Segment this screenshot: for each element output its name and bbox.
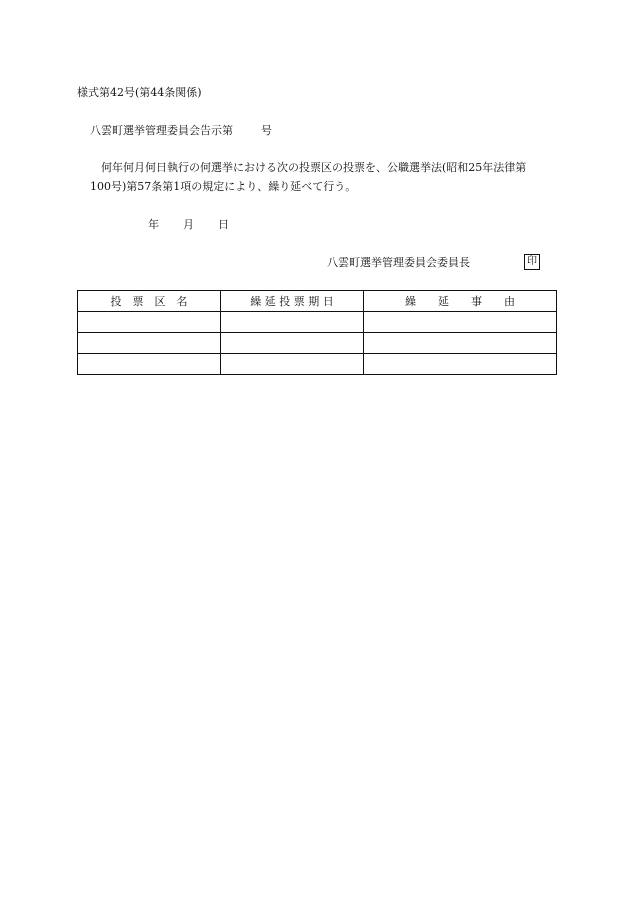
notice-title-suffix: 号 — [261, 124, 272, 137]
notice-title — [90, 124, 272, 138]
table-row — [78, 312, 557, 333]
date-line — [148, 218, 229, 232]
table-cell — [221, 333, 364, 354]
date-year: 年 — [148, 218, 159, 231]
table-row — [78, 333, 557, 354]
table-cell — [78, 312, 221, 333]
table-cell — [78, 354, 221, 375]
header-deferred-date: 繰 延 投 票 期 日 — [221, 291, 364, 312]
header-deferral-reason: 繰 延 事 由 — [364, 291, 557, 312]
notice-title-text: 八雲町選挙管理委員会告示第 — [90, 124, 233, 137]
deferral-table — [77, 290, 557, 375]
notice-body-line-1: 何年何月何日執行の何選挙における次の投票区の投票を、公職選挙法(昭和25年法律第 — [101, 161, 527, 174]
table-row — [78, 354, 557, 375]
seal-mark: 印 — [524, 254, 540, 270]
date-day: 日 — [218, 218, 229, 231]
date-month: 月 — [183, 218, 194, 231]
table-cell — [221, 312, 364, 333]
table-cell — [364, 312, 557, 333]
signatory: 八雲町選挙管理委員会委員長 — [327, 256, 470, 269]
notice-body-line-2: 100号)第57条第1項の規定により、繰り延べて行う。 — [90, 180, 357, 193]
table-cell — [221, 354, 364, 375]
table-header-row — [78, 291, 557, 312]
table-cell — [78, 333, 221, 354]
table-cell — [364, 333, 557, 354]
header-polling-district: 投 票 区 名 — [78, 291, 221, 312]
table-cell — [364, 354, 557, 375]
form-number: 様式第42号(第44条関係) — [77, 86, 202, 99]
